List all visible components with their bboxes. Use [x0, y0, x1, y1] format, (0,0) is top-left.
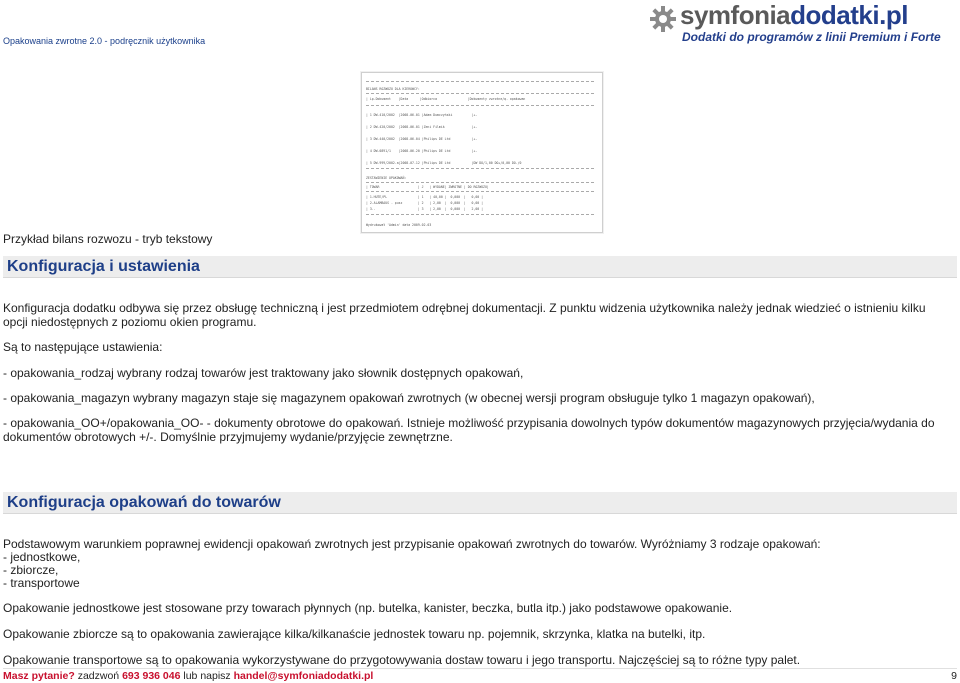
figure-caption: Przykład bilans rozwozu - tryb tekstowy [3, 232, 213, 246]
paragraph: Opakowanie zbiorcze są to opakowania zawierające kilka/kilkanaście jednostek towaru np. pojemnik, skrzynka, klatka na butelki, itp. [3, 627, 706, 641]
report-line: | Lp.Dokument |Data |Odbiorca |Dokumenty zwrotne/q. opakowan [366, 97, 526, 101]
logo-wordmark [680, 0, 908, 31]
footer-phone-link[interactable]: 693 936 046 [122, 670, 181, 682]
logo-wordmark-gray: symfonia [680, 0, 791, 30]
report-line: | 3.- | 3 | 2,00 | 0,000 | 2,00 | [366, 207, 484, 211]
paragraph: Opakowanie transportowe są to opakowania wykorzystywane do przygotowywania dostaw towaru i jego transportu. Najczęściej są to różne typy palet. [3, 653, 801, 667]
section-heading-opakowania: Konfiguracja opakowań do towarów [3, 492, 957, 514]
report-line: | 1 DW-410/2002 |2008-06-01 |Adam Dumczyński |+- [366, 113, 478, 117]
report-line: | 2.ALAMBAUS - pusz | 2 | 2,00 | 0,000 | 0,00 | [366, 201, 484, 205]
report-screenshot [361, 72, 603, 233]
report-line: | 3 DW-440/2002 |2008-06-04 |Philips DE Ltd |+- [366, 137, 478, 141]
gear-icon [648, 4, 678, 34]
report-line: | 2 DW-420/2002 |2008-06-01 |Zeni Filmik |+- [366, 125, 478, 129]
brand-logo[interactable] [648, 2, 956, 46]
report-line: | 4 DW-0891/1 |2008-06-20 |Philips DE Ltd |+- [366, 149, 478, 153]
list-item: - opakowania_OO+/opakowania_OO- - dokumenty obrotowe do opakowań. Istnieje możliwość przypisania dowolnych typów dokumentów magazynowych przyjęcia/wydania do dokumentów obrotowych +/-. Domyślnie przyjmujemy wydanie/przyjęcie zewnętrzne. [3, 416, 935, 444]
report-rule [366, 214, 594, 215]
logo-tagline: Dodatki do programów z linii Premium i Forte [682, 30, 941, 44]
report-line: BILANS ROZWOZU DLA KIEROWCY: [366, 87, 420, 91]
paragraph: Są to następujące ustawienia: [3, 340, 163, 354]
report-line: | 1.HUTE/PL | 1 | 40,00 | 0,000 | 0,00 | [366, 195, 484, 199]
report-rule [366, 105, 594, 106]
document-title: Opakowania zwrotne 2.0 - podręcznik użytkownika [3, 36, 206, 46]
footer-email-link[interactable]: handel@symfoniadodatki.pl [233, 670, 374, 682]
paragraph: Podstawowym warunkiem poprawnej ewidencji opakowań zwrotnych jest przypisanie opakowań zwrotnych do towarów. Wyróżniamy 3 rodzaje opakowań: [3, 537, 821, 551]
page-footer [3, 668, 957, 683]
report-line: | TOWAR | J | WYDANE| ZWROTNE | DO ROZWOZU| [366, 185, 489, 189]
list-item: - zbiorcze, [3, 563, 59, 577]
footer-or: lub napisz [180, 670, 234, 682]
footer-call: zadzwoń [74, 670, 123, 682]
footer-ask: Masz pytanie? [3, 670, 75, 682]
report-rule [366, 168, 594, 169]
paragraph: Konfiguracja dodatku odbywa się przez obsługę techniczną i jest przedmiotem odrębnej dokumentacji. Z punktu widzenia użytkownika należy jednak wiedzieć o istnieniu kilku opcji niedostępnych z poziomu okien programu. [3, 301, 926, 329]
report-rule [366, 93, 594, 94]
report-line: | 5 DW-999/2002-a|2008-07-12 |Philips DE Ltd |DW DO/1,00 DO+/0,00 DO-/0 [366, 161, 522, 165]
logo-wordmark-blue: dodatki.pl [790, 0, 908, 30]
report-line: ZESTAWIENIE OPAKOWAŃ: [366, 176, 407, 180]
list-item: - transportowe [3, 576, 80, 590]
report-rule [366, 191, 594, 192]
footer-contact [3, 670, 373, 682]
section-heading-konfiguracja: Konfiguracja i ustawienia [3, 256, 957, 278]
list-item: - jednostkowe, [3, 550, 81, 564]
report-rule [366, 81, 594, 82]
paragraph: Opakowanie jednostkowe jest stosowane przy towarach płynnych (np. butelka, kanister, beczka, butla itp.) jako podstawowe opakowanie. [3, 601, 733, 615]
list-item: - opakowania_magazyn wybrany magazyn staje się magazynem opakowań zwrotnych (w obecnej wersji program obsługuje tylko 1 magazyn opakowań), [3, 391, 815, 405]
list-item: - opakowania_rodzaj wybrany rodzaj towarów jest traktowany jako słownik dostępnych opakowań, [3, 366, 524, 380]
page-number: 9 [951, 670, 957, 682]
report-line: Wydrukował 'Admin' data 2009-02-03 [366, 223, 432, 227]
report-rule [366, 182, 594, 183]
